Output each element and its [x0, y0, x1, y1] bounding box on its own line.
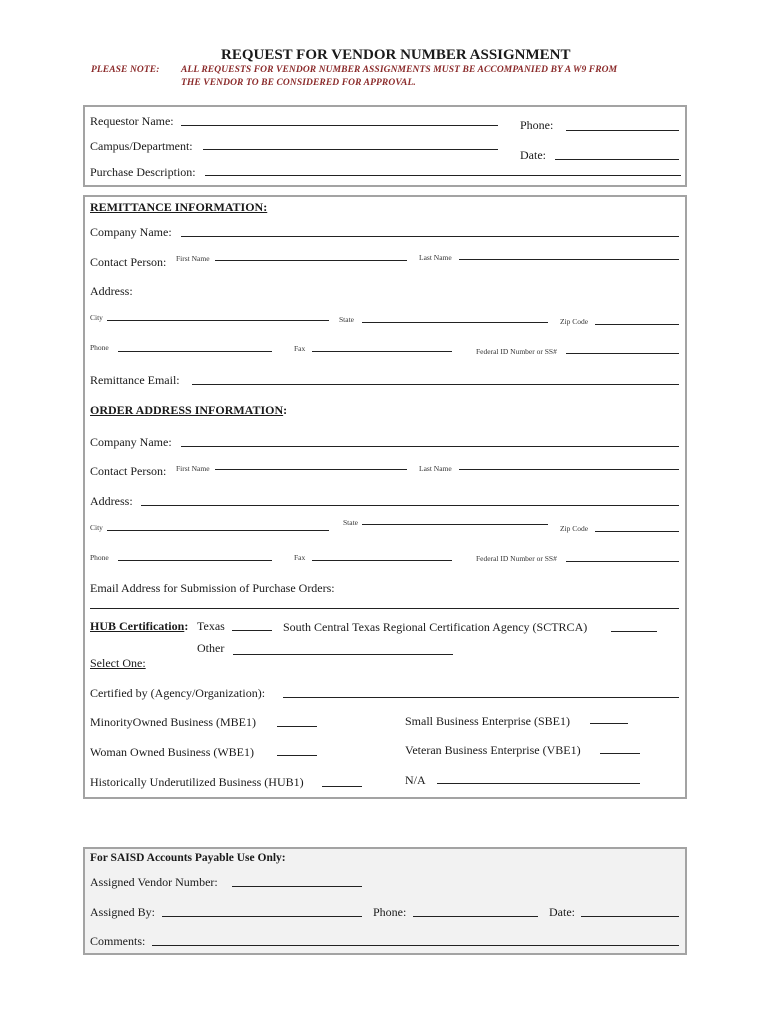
remit-address-label: Address:	[90, 284, 133, 298]
order-first-name-label: First Name	[176, 464, 210, 473]
certified-by-label: Certified by (Agency/Organization):	[90, 686, 266, 700]
order-first-name-field[interactable]	[215, 469, 407, 470]
remit-phone-field[interactable]	[118, 351, 272, 352]
remit-federal-id-field[interactable]	[566, 353, 679, 354]
remittance-heading: REMITTANCE INFORMATION:	[90, 200, 268, 214]
select-one-label: Select One:	[90, 656, 146, 670]
requestor-date-label: Date:	[520, 148, 546, 162]
order-address-field[interactable]	[141, 505, 679, 506]
vbe-label: Veteran Business Enterprise (VBE1)	[405, 743, 581, 757]
hub-other-field[interactable]	[233, 654, 453, 655]
office-date-label: Date:	[549, 905, 575, 919]
office-use-heading: For SAISD Accounts Payable Use Only:	[90, 852, 286, 864]
remit-last-name-label: Last Name	[419, 253, 452, 262]
requestor-date-field[interactable]	[555, 159, 679, 160]
remit-phone-label: Phone	[90, 343, 109, 352]
mbe-field[interactable]	[277, 726, 317, 727]
remit-federal-id-label: Federal ID Number or SS#	[476, 347, 557, 356]
order-last-name-field[interactable]	[459, 469, 679, 470]
order-heading: ORDER ADDRESS INFORMATION	[90, 403, 284, 417]
remit-contact-label: Contact Person:	[90, 255, 167, 269]
remit-company-label: Company Name:	[90, 225, 172, 239]
order-federal-id-label: Federal ID Number or SS#	[476, 554, 557, 563]
order-city-label: City	[90, 523, 103, 532]
assigned-by-field[interactable]	[162, 916, 362, 917]
certified-by-field[interactable]	[283, 697, 679, 698]
remit-company-field[interactable]	[181, 236, 679, 237]
hub-colon: :	[184, 619, 189, 633]
remit-zip-label: Zip Code	[560, 317, 589, 326]
assigned-by-label: Assigned By:	[90, 905, 156, 919]
hub-sctrca-label: South Central Texas Regional Certification Agency (SCTRCA)	[283, 620, 588, 634]
order-zip-label: Zip Code	[560, 524, 589, 533]
vendor-info-section	[83, 195, 687, 799]
office-phone-field[interactable]	[413, 916, 538, 917]
comments-label: Comments:	[90, 934, 146, 948]
order-phone-label: Phone	[90, 553, 109, 562]
remit-email-field[interactable]	[192, 384, 679, 385]
order-heading-wrap	[90, 403, 287, 418]
requestor-name-label: Requestor Name:	[90, 114, 174, 128]
remit-last-name-field[interactable]	[459, 259, 679, 260]
vendor-number-field[interactable]	[232, 886, 362, 887]
remit-first-name-field[interactable]	[215, 260, 407, 261]
order-zip-field[interactable]	[595, 531, 679, 532]
requestor-name-field[interactable]	[181, 125, 498, 126]
office-phone-label: Phone:	[373, 905, 407, 919]
remit-zip-field[interactable]	[595, 324, 679, 325]
remit-city-label: City	[90, 313, 103, 322]
na-field[interactable]	[437, 783, 640, 784]
remit-state-label: State	[339, 315, 354, 324]
hub-sctrca-field[interactable]	[611, 631, 657, 632]
order-email-label: Email Address for Submission of Purchase Orders:	[90, 581, 335, 595]
hub-texas-label: Texas	[197, 619, 225, 633]
requestor-phone-label: Phone:	[520, 118, 554, 132]
remit-state-field[interactable]	[362, 322, 548, 323]
remit-first-name-label: First Name	[176, 254, 210, 263]
sbe-label: Small Business Enterprise (SBE1)	[405, 714, 570, 728]
mbe-label: MinorityOwned Business (MBE1)	[90, 715, 256, 729]
note-label: PLEASE NOTE:	[91, 65, 160, 75]
order-contact-label: Contact Person:	[90, 464, 167, 478]
wbe-field[interactable]	[277, 755, 317, 756]
note-line-1: ALL REQUESTS FOR VENDOR NUMBER ASSIGNMENTS MUST BE ACCOMPANIED BY A W9 FROM	[181, 65, 618, 75]
hub1-label: Historically Underutilized Business (HUB1)	[90, 775, 304, 789]
order-state-field[interactable]	[362, 524, 548, 525]
order-federal-id-field[interactable]	[566, 561, 679, 562]
remit-fax-label: Fax	[294, 344, 306, 353]
na-label: N/A	[405, 773, 426, 787]
sbe-field[interactable]	[590, 723, 628, 724]
order-city-field[interactable]	[107, 530, 329, 531]
hub1-field[interactable]	[322, 786, 362, 787]
page-title: REQUEST FOR VENDOR NUMBER ASSIGNMENT	[221, 47, 571, 63]
order-address-label: Address:	[90, 494, 133, 508]
hub-other-label: Other	[197, 641, 225, 655]
campus-department-label: Campus/Department:	[90, 139, 193, 153]
order-last-name-label: Last Name	[419, 464, 452, 473]
office-date-field[interactable]	[581, 916, 679, 917]
remit-fax-field[interactable]	[312, 351, 452, 352]
hub-texas-field[interactable]	[232, 630, 272, 631]
order-phone-field[interactable]	[118, 560, 272, 561]
purchase-description-field[interactable]	[205, 175, 681, 176]
note-line-2: THE VENDOR TO BE CONSIDERED FOR APPROVAL.	[181, 78, 416, 88]
campus-department-field[interactable]	[203, 149, 498, 150]
order-email-field[interactable]	[90, 608, 679, 609]
order-company-label: Company Name:	[90, 435, 172, 449]
hub-label-wrap	[90, 619, 188, 634]
vendor-number-label: Assigned Vendor Number:	[90, 875, 218, 889]
vbe-field[interactable]	[600, 753, 640, 754]
order-fax-field[interactable]	[312, 560, 452, 561]
order-fax-label: Fax	[294, 553, 306, 562]
requestor-phone-field[interactable]	[566, 130, 679, 131]
remit-email-label: Remittance Email:	[90, 373, 180, 387]
hub-certification-label: HUB Certification	[90, 619, 185, 633]
order-state-label: State	[343, 518, 358, 527]
wbe-label: Woman Owned Business (WBE1)	[90, 745, 255, 759]
comments-field[interactable]	[152, 945, 679, 946]
remit-city-field[interactable]	[107, 320, 329, 321]
order-company-field[interactable]	[181, 446, 679, 447]
order-heading-colon: :	[283, 403, 288, 417]
purchase-description-label: Purchase Description:	[90, 165, 196, 179]
